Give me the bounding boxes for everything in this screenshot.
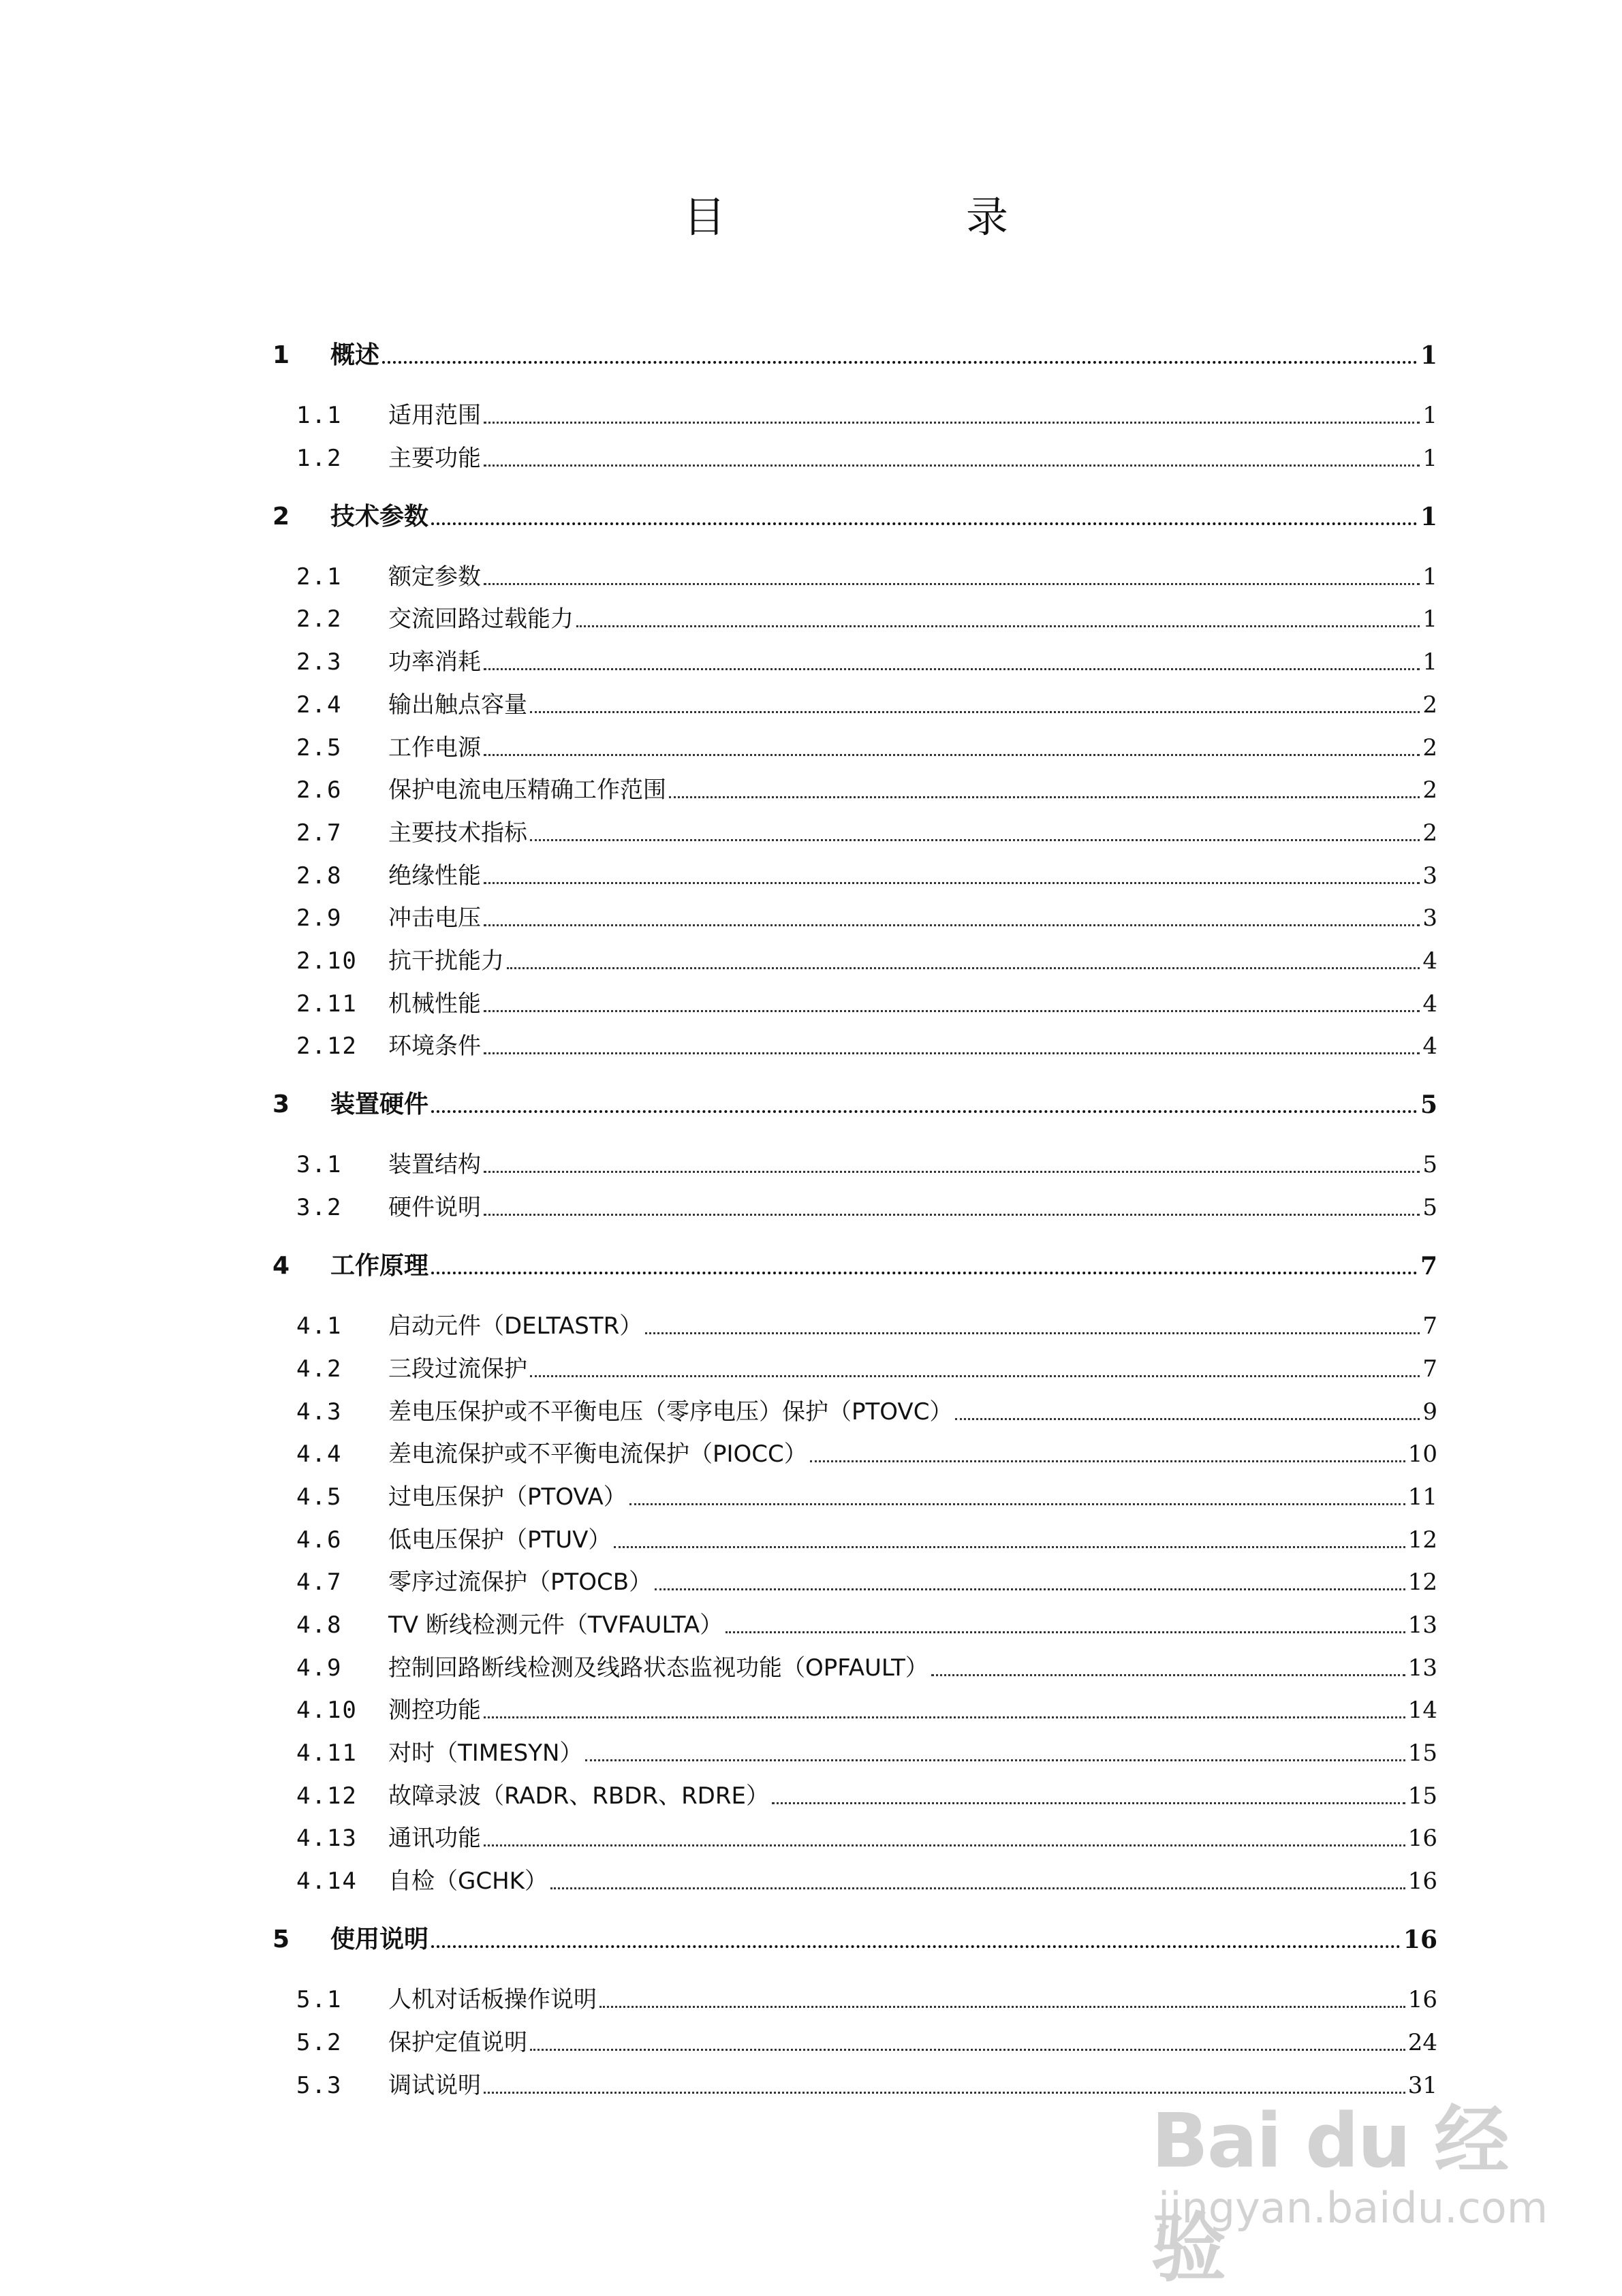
toc-dot-leader [530,839,1420,841]
toc-entry-page-number: 1 [1422,606,1437,633]
toc-entry-page-number: 13 [1407,1611,1437,1639]
toc-section-entry[interactable] [296,1609,1437,1641]
toc-entry-number: 3.2 [296,1194,343,1221]
toc-dot-leader [530,2049,1405,2051]
toc-section-entry[interactable] [296,1310,1437,1342]
toc-dot-leader [810,1460,1405,1462]
toc-dot-leader [726,1631,1405,1633]
toc-entry-page-number: 1 [1420,341,1437,370]
toc-dot-leader [484,465,1420,467]
toc-entry-number: 4.13 [296,1825,358,1852]
toc-entry-label: 自检（GCHK） [388,1868,548,1895]
toc-entry-number: 2 [272,503,290,531]
toc-entry-page-number: 1 [1422,563,1437,591]
toc-title [0,193,1622,242]
toc-entry-number: 5 [272,1925,290,1953]
toc-entry-label: 主要功能 [388,445,481,472]
toc-entry-page-number: 3 [1422,862,1437,890]
toc-entry-number: 2.2 [296,606,343,633]
toc-entry-label: 功率消耗 [388,648,481,676]
toc-chapter-entry[interactable] [272,1923,1437,1956]
toc-entry-page-number: 12 [1407,1569,1437,1596]
toc-chapter-entry[interactable] [272,501,1437,533]
toc-dot-leader [484,422,1420,424]
toc-section-entry[interactable] [296,1822,1437,1855]
toc-section-entry[interactable] [296,1524,1437,1556]
toc-section-entry[interactable] [296,817,1437,849]
toc-entry-number: 4.6 [296,1526,343,1554]
toc-entry-number: 2.6 [296,776,343,804]
toc-section-entry[interactable] [296,860,1437,892]
toc-entry-page-number: 7 [1422,1312,1437,1340]
toc-entry-label: 冲击电压 [388,905,481,932]
toc-entry-label: 机械性能 [388,990,481,1018]
toc-section-entry[interactable] [296,988,1437,1020]
toc-entry-number: 2.11 [296,990,358,1018]
toc-entry-page-number: 11 [1407,1483,1437,1511]
toc-dot-leader [576,625,1420,627]
toc-section-entry[interactable] [296,1030,1437,1063]
toc-entry-number: 2.7 [296,819,343,847]
toc-entry-page-number: 1 [1422,445,1437,472]
toc-entry-label: 对时（TIMESYN） [388,1740,583,1767]
toc-section-entry[interactable] [296,1983,1437,2016]
toc-section-entry[interactable] [296,399,1437,432]
toc-dot-leader [431,1272,1418,1274]
toc-entry-label: 适用范围 [388,402,481,429]
toc-section-entry[interactable] [296,646,1437,678]
toc-section-entry[interactable] [296,1191,1437,1224]
toc-entry-label: 过电压保护（PTOVA） [388,1483,627,1511]
toc-entry-page-number: 15 [1407,1740,1437,1767]
toc-dot-leader [614,1546,1405,1548]
toc-entry-number: 2.1 [296,563,343,591]
toc-entry-number: 5.1 [296,1986,343,2013]
toc-section-entry[interactable] [296,689,1437,721]
toc-section-entry[interactable] [296,1148,1437,1181]
toc-entry-page-number: 16 [1407,1986,1437,2013]
toc-entry-number: 3 [272,1090,290,1118]
toc-dot-leader [669,796,1420,798]
toc-entry-number: 2.10 [296,947,358,975]
baidu-jingyan-watermark [1151,2081,1560,2292]
toc-dot-leader [550,1887,1405,1889]
toc-entry-label: 技术参数 [330,503,429,531]
toc-dot-leader [484,583,1420,585]
toc-entry-page-number: 10 [1407,1441,1437,1468]
toc-entry-number: 4.11 [296,1740,358,1767]
toc-entry-label: 人机对话板操作说明 [388,1986,597,2013]
toc-dot-leader [484,882,1420,884]
toc-section-entry[interactable] [296,1780,1437,1812]
toc-section-entry[interactable] [296,1865,1437,1898]
toc-entry-label: 硬件说明 [388,1194,481,1221]
toc-section-entry[interactable] [296,1737,1437,1770]
toc-entry-number: 2.9 [296,905,343,932]
toc-entry-number: 1 [272,341,290,369]
toc-entry-number: 1.1 [296,402,343,429]
toc-entry-page-number: 9 [1422,1398,1437,1426]
toc-entry-label: 故障录波（RADR、RBDR、RDRE） [388,1782,769,1810]
toc-section-entry[interactable] [296,1396,1437,1428]
toc-entry-label: 零序过流保护（PTOCB） [388,1569,653,1596]
watermark-url: jingyan.baidu.com [1158,2183,1548,2233]
toc-dot-leader [955,1418,1420,1420]
toc-section-entry[interactable] [296,945,1437,977]
toc-entry-number: 4.8 [296,1611,343,1639]
toc-entry-number: 2.8 [296,862,343,890]
toc-entry-label: 装置硬件 [330,1090,429,1118]
toc-entry-page-number: 16 [1407,1825,1437,1852]
toc-entry-number: 4.7 [296,1569,343,1596]
toc-title-char-1: 目 [683,192,726,242]
toc-section-entry[interactable] [296,1566,1437,1599]
toc-dot-leader [484,754,1420,756]
toc-entry-number: 4.5 [296,1483,343,1511]
toc-entry-page-number: 1 [1420,503,1437,531]
toc-chapter-entry[interactable] [272,1088,1437,1121]
toc-entry-page-number: 2 [1422,691,1437,719]
toc-entry-label: 使用说明 [330,1925,429,1953]
toc-section-entry[interactable] [296,1481,1437,1513]
toc-section-entry[interactable] [296,1694,1437,1727]
toc-entry-label: TV 断线检测元件（TVFAULTA） [388,1611,723,1639]
toc-entry-page-number: 24 [1407,2029,1437,2056]
toc-dot-leader [484,1716,1405,1718]
toc-dot-leader [484,1010,1420,1012]
toc-entry-number: 5.3 [296,2072,343,2099]
toc-chapter-entry[interactable] [272,1250,1437,1283]
toc-dot-leader [585,1759,1405,1761]
toc-dot-leader [431,1110,1418,1113]
toc-entry-page-number: 4 [1422,990,1437,1018]
toc-entry-label: 低电压保护（PTUV） [388,1526,612,1554]
toc-entry-label: 差电流保护或不平衡电流保护（PIOCC） [388,1441,807,1468]
toc-section-entry[interactable] [296,774,1437,806]
toc-entry-page-number: 16 [1407,1868,1437,1895]
toc-entry-page-number: 12 [1407,1526,1437,1554]
toc-entry-page-number: 4 [1422,947,1437,975]
toc-entry-page-number: 5 [1422,1151,1437,1178]
toc-section-entry[interactable] [296,2026,1437,2059]
toc-entry-label: 工作电源 [388,734,481,761]
toc-dot-leader [931,1674,1405,1676]
toc-entry-page-number: 1 [1422,648,1437,676]
toc-entry-label: 启动元件（DELTASTR） [388,1312,643,1340]
toc-dot-leader [484,668,1420,670]
toc-dot-leader [645,1332,1420,1334]
toc-entry-label: 调试说明 [388,2072,481,2099]
toc-section-entry[interactable] [296,1438,1437,1471]
toc-entry-page-number: 14 [1407,1697,1437,1724]
toc-dot-leader [431,1945,1401,1948]
toc-dot-leader [507,967,1420,969]
toc-entry-label: 差电压保护或不平衡电压（零序电压）保护（PTOVC） [388,1398,953,1426]
toc-dot-leader [599,2006,1405,2008]
toc-entry-number: 4.14 [296,1868,358,1895]
toc-entry-page-number: 4 [1422,1033,1437,1060]
toc-entry-label: 保护定值说明 [388,2029,527,2056]
toc-entry-label: 绝缘性能 [388,862,481,890]
toc-dot-leader [431,522,1418,525]
toc-entry-page-number: 7 [1422,1355,1437,1383]
toc-entry-number: 2.3 [296,648,343,676]
toc-title-char-2: 录 [966,192,1009,242]
toc-entry-page-number: 1 [1422,402,1437,429]
toc-entry-page-number: 13 [1407,1654,1437,1682]
toc-entry-label: 装置结构 [388,1151,481,1178]
toc-section-entry[interactable] [296,732,1437,764]
toc-section-entry[interactable] [296,902,1437,934]
toc-entry-number: 5.2 [296,2029,343,2056]
toc-entry-number: 4.4 [296,1441,343,1468]
toc-dot-leader [530,1375,1420,1377]
toc-entry-number: 4.12 [296,1782,358,1810]
toc-entry-page-number: 16 [1403,1925,1437,1954]
toc-section-entry[interactable] [296,442,1437,475]
toc-dot-leader [772,1802,1405,1804]
toc-chapter-entry[interactable] [272,339,1437,372]
toc-dot-leader [484,1844,1405,1846]
toc-entry-number: 2.12 [296,1033,358,1060]
toc-dot-leader [530,711,1420,713]
toc-entry-label: 工作原理 [330,1252,429,1280]
toc-entry-page-number: 31 [1407,2072,1437,2099]
toc-dot-leader [655,1588,1405,1590]
toc-dot-leader [629,1503,1405,1505]
toc-dot-leader [484,1214,1420,1216]
toc-entry-number: 1.2 [296,445,343,472]
toc-entry-number: 4.1 [296,1312,343,1340]
toc-entry-number: 2.4 [296,691,343,719]
toc-section-entry[interactable] [296,1652,1437,1684]
toc-entry-label: 环境条件 [388,1033,481,1060]
toc-dot-leader [484,1052,1420,1054]
toc-section-entry[interactable] [296,561,1437,593]
toc-section-entry[interactable] [296,603,1437,635]
toc-entry-page-number: 15 [1407,1782,1437,1810]
toc-entry-label: 主要技术指标 [388,819,527,847]
toc-entry-page-number: 3 [1422,905,1437,932]
toc-entry-page-number: 2 [1422,734,1437,761]
toc-entry-label: 通讯功能 [388,1825,481,1852]
toc-entry-label: 输出触点容量 [388,691,527,719]
toc-entry-label: 控制回路断线检测及线路状态监视功能（OPFAULT） [388,1654,929,1682]
toc-dot-leader [484,924,1420,926]
toc-dot-leader [484,1171,1420,1173]
toc-entry-page-number: 5 [1420,1090,1437,1119]
toc-entry-page-number: 2 [1422,819,1437,847]
toc-entry-number: 4.10 [296,1697,358,1724]
toc-entry-label: 三段过流保护 [388,1355,527,1383]
toc-dot-leader [382,361,1418,364]
toc-entry-number: 4.9 [296,1654,343,1682]
toc-entry-number: 4.2 [296,1355,343,1383]
toc-entry-label: 抗干扰能力 [388,947,504,975]
toc-entry-label: 概述 [330,341,380,369]
toc-entry-label: 保护电流电压精确工作范围 [388,776,666,804]
watermark-logo: Bai du 经验 [1151,2097,1508,2292]
toc-entry-number: 4 [272,1252,290,1280]
toc-entry-number: 2.5 [296,734,343,761]
toc-entry-page-number: 7 [1420,1252,1437,1280]
toc-entry-label: 交流回路过载能力 [388,606,574,633]
toc-entry-label: 额定参数 [388,563,481,591]
toc-entry-page-number: 5 [1422,1194,1437,1221]
toc-entry-number: 3.1 [296,1151,343,1178]
toc-entry-label: 测控功能 [388,1697,481,1724]
toc-entry-number: 4.3 [296,1398,343,1426]
toc-entry-page-number: 2 [1422,776,1437,804]
toc-section-entry[interactable] [296,1353,1437,1385]
